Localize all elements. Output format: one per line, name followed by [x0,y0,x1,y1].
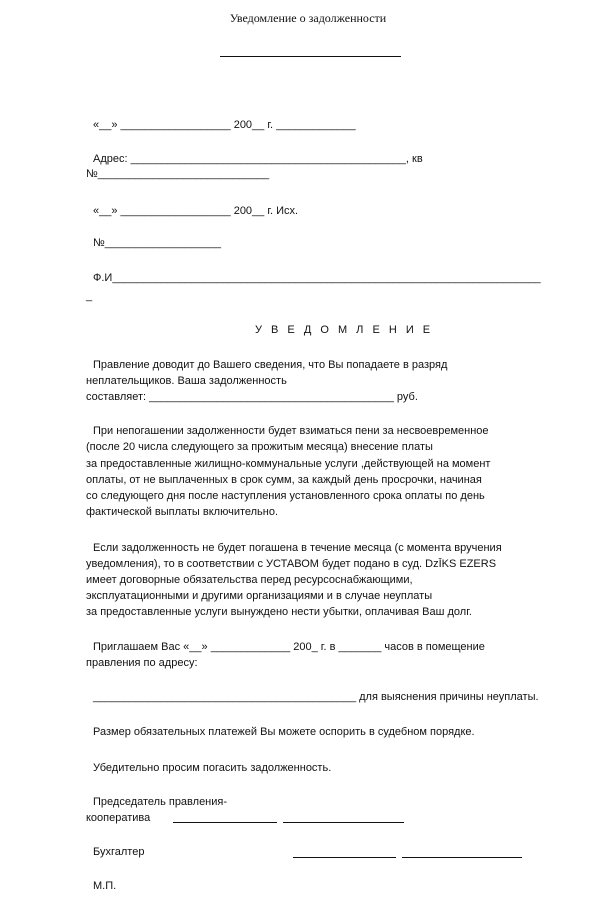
apartment-line: №____________________________ [86,168,270,180]
paragraph-line: неплательщиков. Ваша задолженность [86,375,287,387]
name-line-tail: _ [86,290,93,302]
paragraph-line: со следующего дня после наступления установленного срока оплаты по день [86,490,485,502]
paragraph-line: эксплуатационными и другими организациями и в случае неуплаты [86,590,433,602]
paragraph-line: за предоставленные услуги вынуждено нести убытки, оплачивая Ваш долг. [86,606,472,618]
paragraph-line: фактической выплаты включительно. [86,506,279,518]
ref-date-line: «__» __________________ 200__ г. Исх. [93,205,299,217]
reason-line: ___________________________________________ для выяснения причины неуплаты. [93,691,539,703]
chairman-name-line [283,822,404,823]
document-title: Уведомление о задолженности [229,11,387,25]
paragraph-line: (после 20 числа следующего за прожитым месяца) внесение платы [86,441,433,453]
paragraph-line: имеет договорные обязательства перед ресурсоснабжающими, [86,574,413,586]
notice-heading: У В Е Д О М Л Е Н И Е [255,324,434,336]
paragraph-line: составляет: ________________________________________ руб. [86,391,418,403]
paragraph-line: за предоставленные жилищно-коммунальные услуги ,действующей на момент [86,458,491,470]
title-underline [220,56,401,57]
seal-label: М.П. [93,880,117,892]
paragraph-line: Если задолженность не будет погашена в течение месяца (с момента вручения [93,542,502,554]
paragraph-line: оплаты, от не выплаченных в срок сумм, за каждый день просрочки, начиная [86,474,482,486]
chairman-label: Председатель правления- [93,796,228,808]
address-line: Адрес: _____________________________________________, кв [93,153,423,165]
paragraph-line: Правление доводит до Вашего сведения, что Вы попадаете в разряд [93,359,448,371]
ref-number-line: №___________________ [93,237,222,249]
coop-label: кооператива [86,812,151,824]
dispute-text: Размер обязательных платежей Вы можете оспорить в судебном порядке. [93,726,475,738]
accountant-signature-line [293,857,396,858]
paragraph-line: При непогашении задолженности будет взиматься пени за несвоевременное [93,425,489,437]
request-text: Убедительно просим погасить задолженность. [93,762,332,774]
invite-line: Приглашаем Вас «__» _____________ 200_ г. в _______ часов в помещение [93,641,485,653]
invite-line-2: правления по адресу: [86,657,198,669]
date-line: «__» __________________ 200__ г. _____________ [93,119,356,131]
name-line: Ф.И______________________________________________________________________ [93,272,541,284]
accountant-name-line [402,857,522,858]
paragraph-line: уведомления), то в соответствии с УСТАВОМ будет подано в суд. DzĪKS EZERS [86,558,497,570]
accountant-label: Бухгалтер [93,846,145,858]
chairman-signature-line [173,822,277,823]
